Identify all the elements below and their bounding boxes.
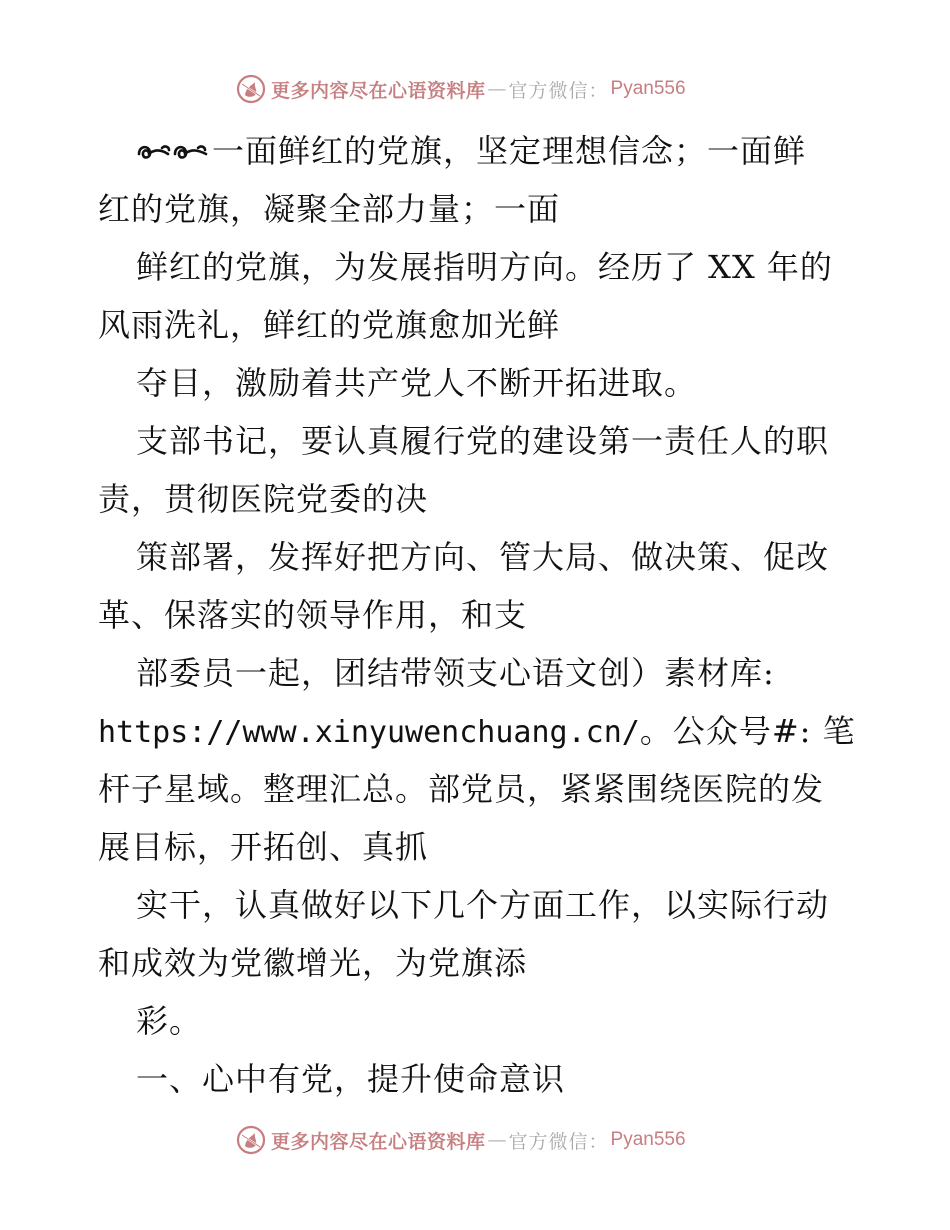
paragraph-4-line-1: 支部书记，要认真履行党的建设第一责任人的职 [136,422,830,460]
paragraph-text: 。公众号#: 笔 [639,712,856,750]
document-body [98,122,858,1108]
watermark-label: 官方微信： [508,1130,609,1153]
paragraph-5-line-1: 策部署，发挥好把方向、管大局、做决策、促改 [136,538,830,576]
paragraph-1-line-2: 红的党旗，凝聚全部力量；一面 [98,190,561,228]
watermark-wechat-id: Pyan556 [610,1129,686,1150]
watermark-main-text: 更多内容尽在心语资料库 [271,1130,486,1153]
paragraph-6-line-1: 部委员一起，团结带领支心语文创）素材库: [136,654,775,692]
paragraph-1-line-1 [98,122,858,180]
watermark-dash: — [487,1129,507,1151]
watermark-dash: — [487,78,507,100]
paragraph-4-line-2: 责，贯彻医院党委的决 [98,480,429,518]
watermark-main-text: 更多内容尽在心语资料库 [271,79,486,102]
paragraph-3-line-1: 夺目，激励着共产党人不断开拓进取。 [136,364,698,402]
flame-seal-icon [236,1125,266,1155]
source-url: https://www.xinyuwenchuang.cn/ [98,715,640,750]
watermark-label: 官方微信： [508,79,609,102]
fleuron-icon [136,136,210,166]
watermark-wechat-id: Pyan556 [610,78,686,99]
flame-seal-icon [236,74,266,104]
paragraph-7-line-1: 实干，认真做好以下几个方面工作，以实际行动 [136,886,830,924]
paragraph-6-line-2 [98,702,858,760]
paragraph-8-line-1: 彩。 [136,1002,203,1040]
paragraph-text: 一面鲜红的党旗，坚定理想信念；一面鲜 [212,132,807,170]
paragraph-6-line-4: 展目标，开拓创、真抓 [98,828,429,866]
section-heading-1: 一、心中有党，提升使命意识 [136,1060,566,1098]
paragraph-2-line-1: 鲜红的党旗，为发展指明方向。经历了 XX 年的 [136,248,833,286]
paragraph-2-line-2: 风雨洗礼，鲜红的党旗愈加光鲜 [98,306,561,344]
paragraph-5-line-2: 革、保落实的领导作用，和支 [98,596,528,634]
footer-watermark [236,1123,686,1157]
header-watermark [236,72,686,106]
paragraph-6-line-3: 杆子星域。整理汇总。部党员，紧紧围绕医院的发 [98,770,825,808]
paragraph-7-line-2: 和成效为党徽增光，为党旗添 [98,944,528,982]
